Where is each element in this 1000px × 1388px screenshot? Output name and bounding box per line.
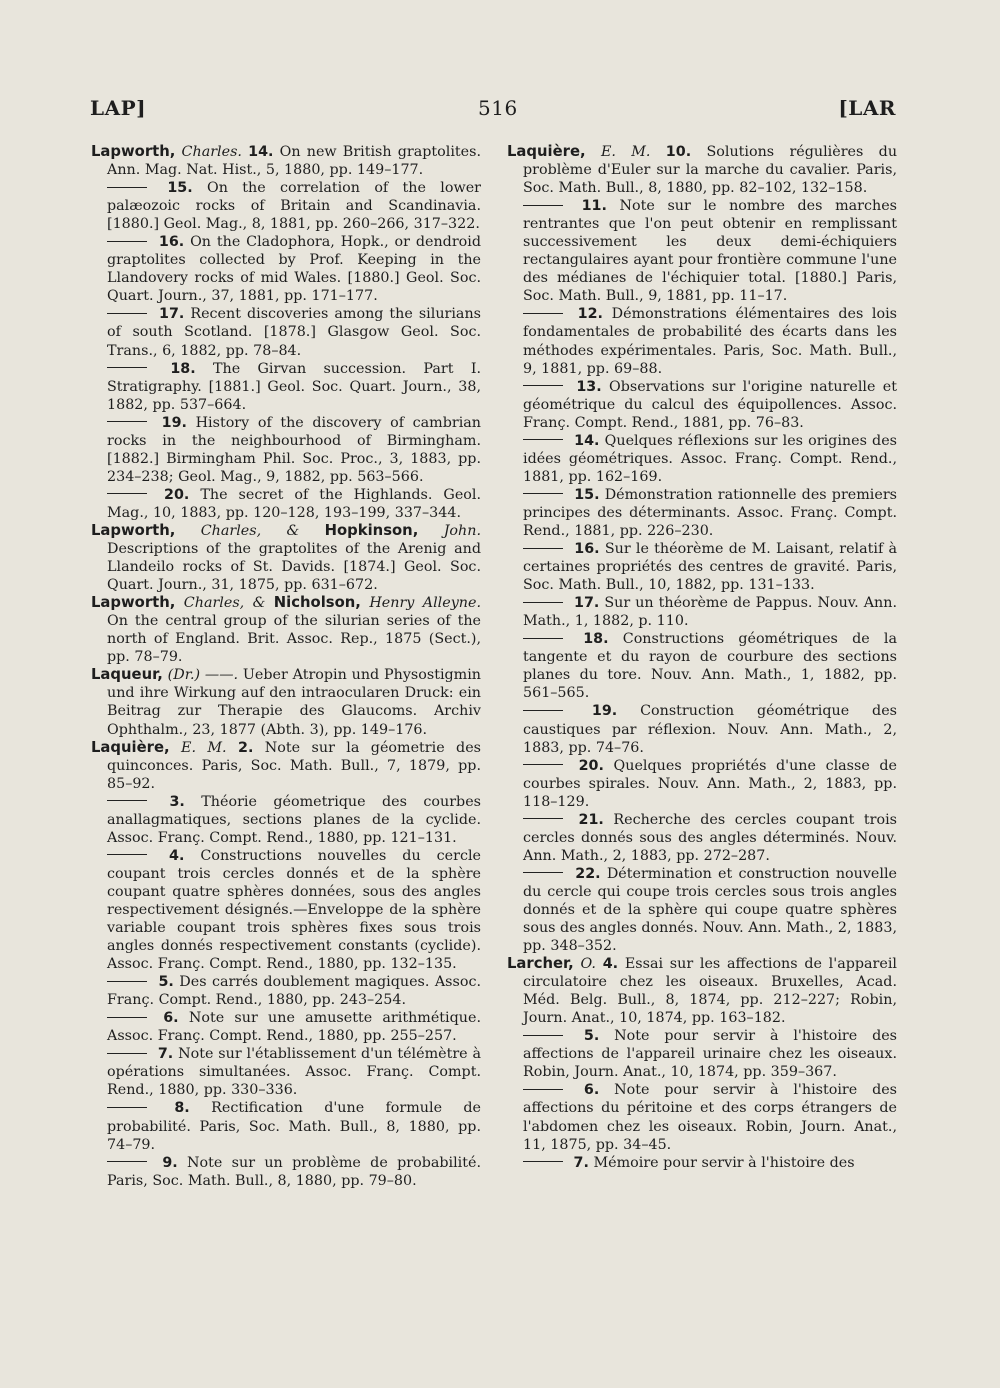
ditto-dash [107, 241, 147, 242]
entry-number: 7. [157, 1046, 174, 1063]
entry-number: 3. [169, 793, 185, 810]
author-name: Lapworth, [91, 521, 176, 539]
sub-entry [507, 432, 897, 486]
entry-text: Constructions nouvelles du cercle coupant trois cercles donnés et de la sphère coupant quatre sphères données, sous des angles respectivement désignés.—Enveloppe de la sphère variable coupant trois sphères fixes sous trois angles donnés respectivement constants (cyclide). Assoc. Franç. Compt. Rend., 1880, pp. 132–135. [107, 847, 482, 973]
sub-entry [507, 378, 897, 432]
ditto-dash [523, 872, 563, 873]
author-given: E. M. [181, 739, 227, 756]
author-entry [91, 522, 481, 594]
entry-text: Ueber Atropin und Physostigmin und ihre Wirkung auf den intraocularen Druck: ein Beitrag zur Therapie des Glaucoms. Archiv Ophthalm., 23, 1877 (Abth. 3), pp. 149–176. [107, 667, 481, 738]
sub-entry [507, 594, 897, 630]
entry-number: 21. [578, 811, 604, 828]
entry-number: 15. [574, 486, 600, 503]
ditto-dash [107, 421, 147, 422]
right-column [507, 143, 897, 1172]
running-head-right: [LAR [838, 96, 896, 120]
author-entry [91, 594, 481, 666]
sub-entry [91, 486, 481, 522]
entry-number: 20. [578, 757, 604, 774]
coauthor-given: John. [443, 522, 481, 539]
ditto-dash [523, 205, 563, 206]
entry-text: Descriptions of the graptolites of the Arenig and Llandeilo rocks of St. Davids. [1874.] Geol. Soc. Quart. Journ., 31, 1875, pp. 631–672. [107, 541, 481, 594]
ditto-dash [107, 493, 147, 494]
author-given: E. M. [600, 144, 651, 160]
sub-entry [507, 197, 897, 305]
sub-entry [507, 702, 897, 756]
entry-text: Quelques réflexions sur les origines des idées géométriques. Assoc. Franç. Compt. Rend., 1881, pp. 162–169. [523, 432, 898, 485]
entry-number: 4. [169, 847, 185, 864]
entry-text: Démonstration rationnelle des premiers principes des déterminants. Assoc. Franç. Compt. Rend., 1881, pp. 226–230. [523, 486, 898, 539]
ditto-dash [523, 764, 563, 765]
entry-text: On new British graptolites. Ann. Mag. Nat. Hist., 5, 1880, pp. 149–177. [107, 144, 481, 179]
author-entry [507, 955, 897, 1027]
author-name: Laquière, [91, 738, 170, 756]
sub-entry [91, 1045, 481, 1099]
ditto-dash [523, 1161, 563, 1162]
ditto-dash [523, 1035, 563, 1036]
entry-number: 17. [574, 595, 600, 612]
ditto-dash [523, 385, 563, 386]
ditto-dash [107, 981, 147, 982]
ditto-dash [523, 638, 563, 639]
sub-entry [507, 486, 897, 540]
entry-number: 12. [577, 306, 603, 323]
sub-entry [507, 1081, 897, 1153]
entry-number: 16. [158, 234, 185, 251]
ditto-dash [107, 1017, 147, 1018]
entry-text: Constructions géométriques de la tangente et du rayon de courbure des sections planes du tore. Nouv. Ann. Math., 1, 1882, pp. 561–565. [523, 631, 898, 702]
entry-text: Note sur la géometrie des quinconces. Paris, Soc. Math. Bull., 7, 1879, pp. 85–92. [107, 739, 482, 792]
entry-text: Sur un théorème de Pappus. Nouv. Ann. Math., 1, 1882, p. 110. [523, 595, 898, 630]
author-given: Charles, & [183, 595, 274, 612]
ditto-dash [107, 1107, 147, 1108]
sub-entry [91, 305, 481, 359]
author-given: Charles. [181, 144, 242, 160]
entry-text: Des carrés doublement magiques. Assoc. Franç. Compt. Rend., 1880, pp. 243–254. [107, 974, 482, 1009]
ditto-dash [107, 800, 147, 801]
entry-text: Observations sur l'origine naturelle et géométrique du calcul des équipollences. Assoc. Franç. Compt. Rend., 1881, pp. 76–83. [523, 378, 898, 431]
ditto-dash [523, 439, 563, 440]
sub-entry [91, 847, 481, 973]
entry-text: On the Cladophora, Hopk., or dendroid graptolites collected by Prof. Keeping in the Llandovery rocks of mid Wales. [1880.] Geol. Soc. Quart. Journ., 37, 1881, pp. 171–177. [107, 234, 481, 305]
entry-text: The Girvan succession. Part I. Stratigraphy. [1881.] Geol. Soc. Quart. Journ., 38, 1882, pp. 537–664. [107, 360, 482, 413]
sub-entry [91, 1009, 481, 1045]
left-column [91, 143, 481, 1190]
entry-number: 16. [574, 541, 600, 558]
entry-number: 18. [583, 631, 609, 648]
ditto-dash [107, 313, 147, 314]
ditto-dash [523, 602, 563, 603]
entry-number: 15. [167, 180, 193, 197]
entry-number: 2. [238, 739, 254, 756]
sub-entry [507, 1027, 897, 1081]
ditto-dash [523, 710, 563, 711]
entry-number: 22. [575, 865, 601, 882]
sub-entry [91, 973, 481, 1009]
coauthor-given: Henry Alleyne. [369, 595, 482, 612]
ditto-dash [107, 854, 147, 855]
entry-number: 7. [573, 1154, 589, 1171]
ditto-dash [107, 367, 147, 368]
sub-entry [91, 793, 481, 847]
entry-text: Détermination et construction nouvelle du cercle qui coupe trois cercles sous trois angles donnés et de la sphère qui coupe quatre sphères sous des angles donnés. Nouv. Ann. Math., 2, 1883, pp. 348–352. [523, 865, 897, 955]
page-number: 516 [478, 96, 518, 120]
entry-number: 13. [576, 378, 602, 395]
entry-number: 6. [583, 1082, 600, 1099]
sub-entry [91, 360, 481, 414]
entry-text: The secret of the Highlands. Geol. Mag., 10, 1883, pp. 120–128, 193–199, 337–344. [107, 486, 482, 521]
author-given: O. [580, 956, 596, 973]
sub-entry [507, 630, 897, 702]
ditto-dash [523, 818, 563, 819]
entry-text: Note pour servir à l'histoire des affections du péritoine et des corps étrangers de l'abdomen chez les oiseaux. Robin, Journ. Anat., 11, 1875, pp. 34–45. [523, 1082, 898, 1153]
entry-number: 17. [159, 306, 185, 323]
entry-number: 4. [602, 956, 619, 973]
entry-number: 5. [158, 974, 174, 991]
sub-entry [507, 540, 897, 594]
entry-number: 8. [174, 1100, 190, 1117]
entry-text: Note sur le nombre des marches rentrantes que l'on peut obtenir en remplissant successivement les deux demi-échiquiers rectangulaires ayant pour frontière commune l'une des médianes de l'échiquier total. [1880.] Paris, Soc. Math. Bull., 9, 1881, pp. 11–17. [523, 198, 898, 305]
author-entry [507, 143, 897, 197]
ditto-dash [107, 1161, 147, 1162]
entry-number: 6. [163, 1010, 179, 1027]
author-entry [91, 143, 481, 179]
entry-number: 9. [162, 1154, 178, 1171]
ditto-dash [523, 493, 563, 494]
entry-text: Note pour servir à l'histoire des affections de l'appareil urinaire chez les oiseaux. Robin, Journ. Anat., 10, 1874, pp. 359–367. [523, 1028, 898, 1081]
author-name: Laquière, [507, 143, 586, 160]
entry-text: Démonstrations élémentaires des lois fondamentales de probabilité des écarts dans les méthodes expérimentales. Paris, Soc. Math. Bull., 9, 1881, pp. 69–88. [523, 306, 898, 377]
entry-text: Théorie géometrique des courbes anallagmatiques, sections planes de la cyclide. Assoc. Franç. Compt. Rend., 1880, pp. 121–131. [107, 793, 481, 846]
ditto-dash [523, 313, 563, 314]
sub-entry [91, 1099, 481, 1153]
entry-text: Mémoire pour servir à l'histoire des [593, 1154, 855, 1171]
entry-number: 19. [161, 414, 187, 431]
author-name: Laqueur, [91, 666, 163, 684]
entry-number: 5. [583, 1028, 600, 1045]
sub-entry [507, 811, 897, 865]
entry-text: On the correlation of the lower palæozoic rocks of Britain and Scandinavia. [1880.] Geol. Mag., 8, 1881, pp. 260–266, 317–322. [107, 180, 482, 233]
entry-text: Solutions régulières du problème d'Euler sur la marche du cavalier. Paris, Soc. Math. Bull., 8, 1880, pp. 82–102, 132–158. [523, 144, 898, 197]
entry-number: 14. [248, 144, 274, 160]
ditto-dash [107, 187, 147, 188]
author-name: Lapworth, [91, 143, 176, 160]
sub-entry [91, 1154, 481, 1190]
sub-entry [507, 305, 897, 377]
entry-number: 19. [591, 703, 618, 720]
ditto-dash [107, 1053, 147, 1054]
entry-text: Essai sur les affections de l'appareil circulatoire chez les oiseaux. Bruxelles, Acad. Méd. Belg. Bull., 8, 1874, pp. 212–227; Robin, Journ. Anat., 10, 1874, pp. 163–182. [523, 956, 897, 1027]
entry-number: 10. [665, 144, 692, 160]
entry-text: On the central group of the silurian series of the north of England. Brit. Assoc. Rep., 1875 (Sect.), pp. 78–79. [107, 613, 481, 666]
entry-text: Note sur un problème de probabilité. Paris, Soc. Math. Bull., 8, 1880, pp. 79–80. [107, 1154, 481, 1189]
sub-entry [91, 414, 481, 486]
entry-number: 14. [574, 432, 600, 449]
entry-text: Recherche des cercles coupant trois cercles donnés sous des angles déterminés. Nouv. Ann. Math., 2, 1883, pp. 272–287. [523, 811, 897, 864]
running-head-left: LAP] [90, 96, 147, 120]
entry-text: Recent discoveries among the silurians of south Scotland. [1878.] Glasgow Geol. Soc. Trans., 6, 1882, pp. 78–84. [107, 306, 481, 359]
sub-entry [507, 865, 897, 955]
entry-text: Note sur une amusette arithmétique. Assoc. Franç. Compt. Rend., 1880, pp. 255–257. [107, 1010, 481, 1045]
entry-number: 18. [170, 360, 196, 377]
author-given: Charles, & [200, 522, 325, 539]
coauthor-name: Hopkinson, [324, 521, 419, 539]
author-name: Lapworth, [91, 594, 176, 612]
author-entry [91, 666, 481, 738]
ditto-dash [523, 548, 563, 549]
ditto-dash [523, 1089, 563, 1090]
entry-text: Quelques propriétés d'une classe de courbes spirales. Nouv. Ann. Math., 2, 1883, pp. 118–129. [523, 757, 898, 810]
entry-text: Construction géométrique des caustiques par réflexion. Nouv. Ann. Math., 2, 1883, pp. 74–76. [523, 703, 897, 756]
entry-number: 11. [581, 198, 607, 215]
entry-number: 20. [164, 486, 190, 503]
author-entry [91, 739, 481, 793]
entry-text: Note sur l'établissement d'un télémètre à opérations simultanées. Assoc. Franç. Compt. Rend., 1880, pp. 330–336. [107, 1046, 482, 1099]
entry-text: Sur le théorème de M. Laisant, relatif à certaines propriétés des centres de gravité. Paris, Soc. Math. Bull., 10, 1882, pp. 131–133. [523, 541, 897, 594]
sub-entry [507, 1154, 897, 1172]
sub-entry [507, 757, 897, 811]
author-given: (Dr.) ——. [167, 667, 239, 684]
author-name: Larcher, [507, 955, 574, 973]
coauthor-name: Nicholson, [273, 594, 361, 612]
entry-text: Rectification d'une formule de probabilité. Paris, Soc. Math. Bull., 8, 1880, pp. 74–79. [107, 1100, 482, 1153]
entry-text: History of the discovery of cambrian rocks in the neighbourhood of Birmingham. [1882.] Birmingham Phil. Soc. Proc., 3, 1883, pp. 234–238; Geol. Mag., 9, 1882, pp. 563–566. [107, 414, 482, 485]
sub-entry [91, 233, 481, 305]
sub-entry [91, 179, 481, 233]
